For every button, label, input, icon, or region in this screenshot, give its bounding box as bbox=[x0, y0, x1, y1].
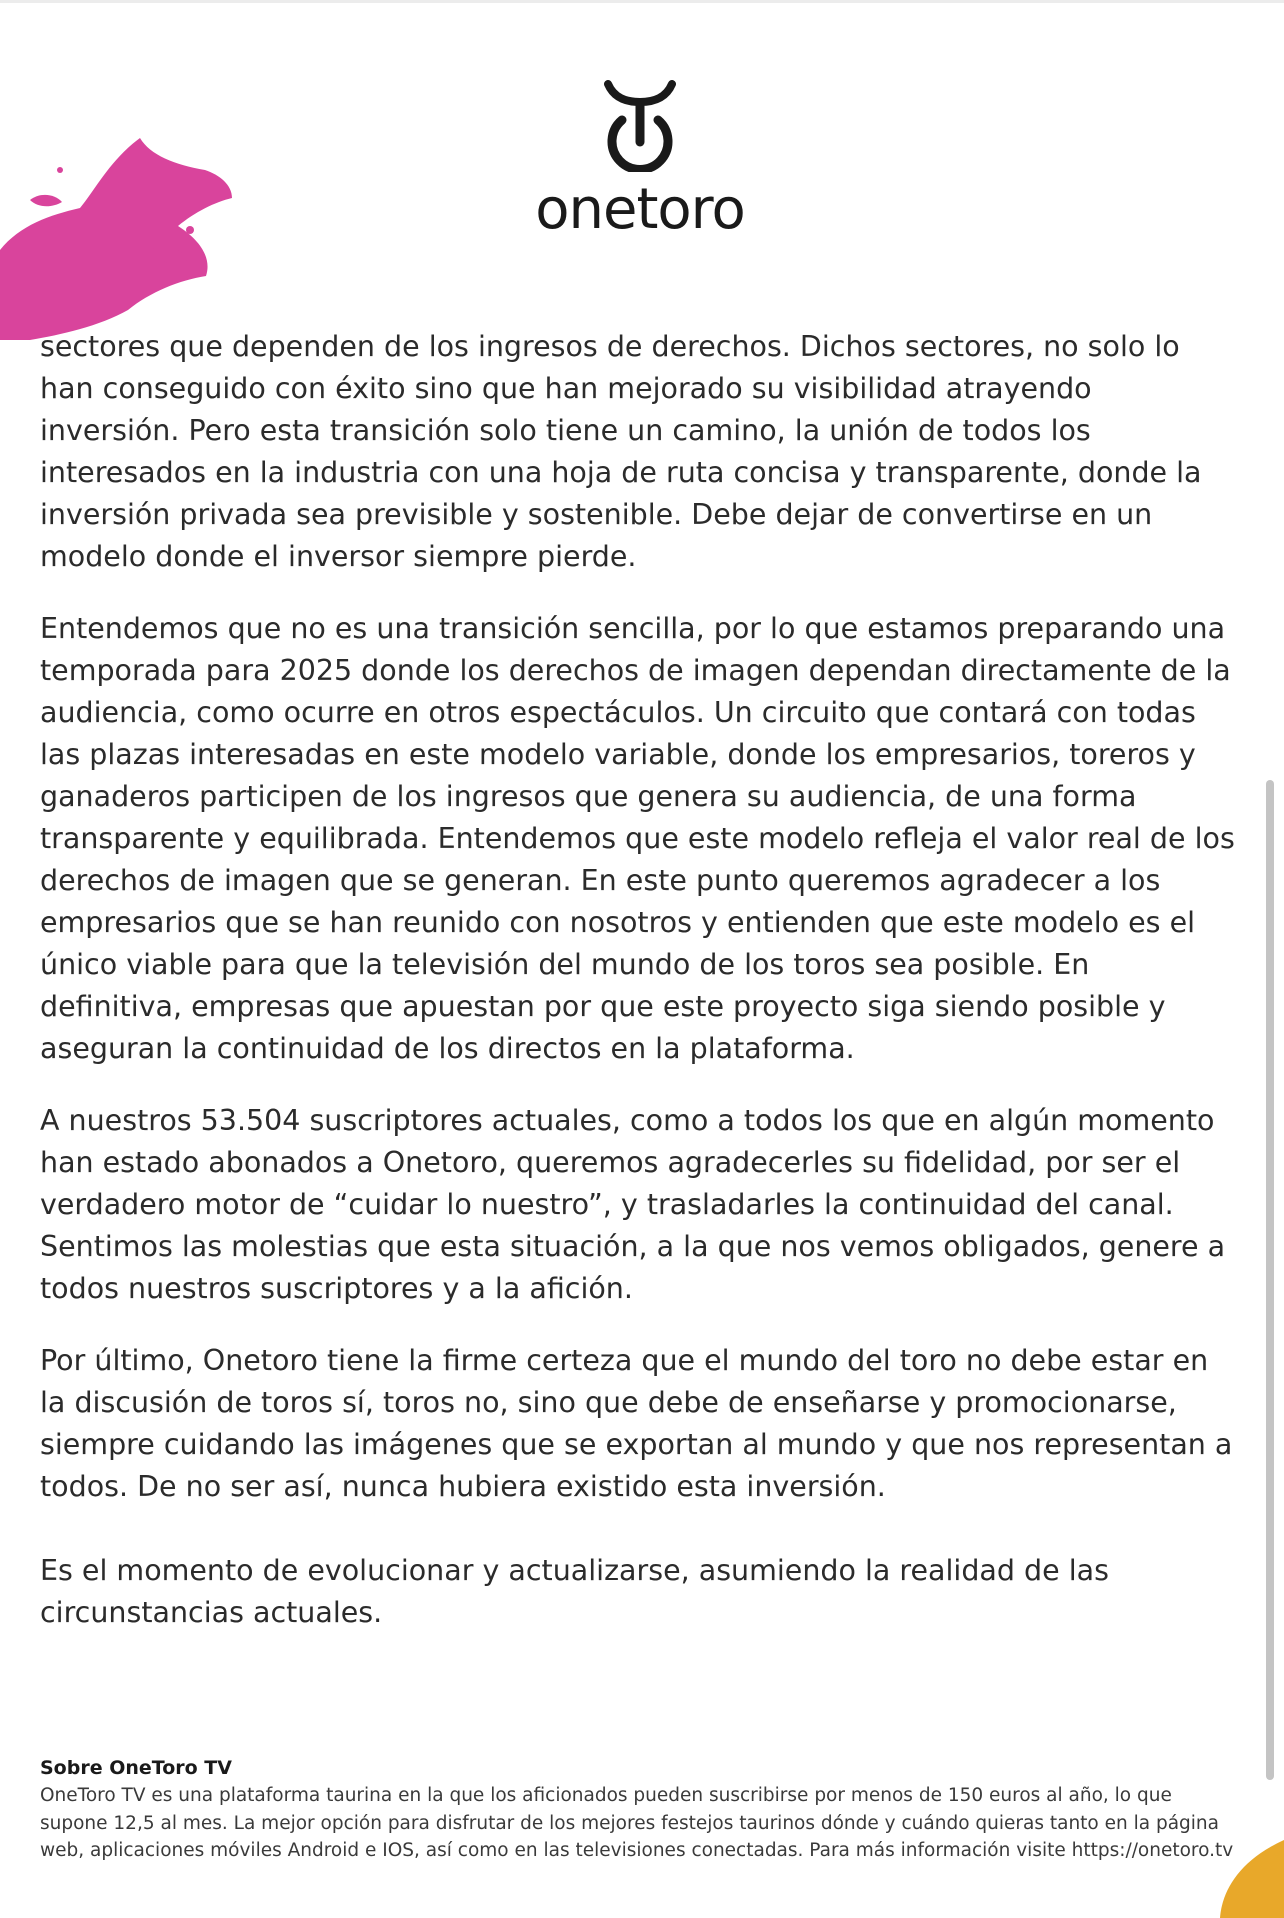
paragraph-5: Es el momento de evolucionar y actualizarse, asumiendo la realidad de las circunstancias actuales. bbox=[40, 1554, 1109, 1629]
article-body bbox=[40, 326, 1240, 1664]
paragraph-1: sectores que dependen de los ingresos de derechos. Dichos sectores, no solo lo han conseguido con éxito sino que han mejorado su visibilidad atrayendo inversión. Pero esta transición solo tiene un camino, la unión de todos los interesados en la industria con una hoja de ruta concisa y transparente, donde la inversión privada sea previsible y sostenible. Debe dejar de convertirse en un modelo donde el inversor siempre pierde. bbox=[40, 330, 1202, 573]
about-title: Sobre OneToro TV bbox=[40, 1757, 232, 1779]
brand-wordmark: onetoro bbox=[535, 177, 745, 242]
bull-power-icon bbox=[600, 80, 680, 172]
about-text: OneToro TV es una plataforma taurina en la que los aficionados pueden suscribirse por menos de 150 euros al año, lo que supone 12,5 al mes. La mejor opción para disfrutar de los mejores festejos taurinos dónde y cuándo quieras tanto en la página web, aplicaciones móviles Android e IOS, así como en las televisiones conectadas. Para más información visite https://onetoro.tv bbox=[40, 1785, 1234, 1861]
yellow-corner-splash bbox=[1200, 1830, 1284, 1918]
paragraph-2: Entendemos que no es una transición sencilla, por lo que estamos preparando una temporada para 2025 donde los derechos de imagen dependan directamente de la audiencia, como ocurre en otros espectáculos. Un circuito que contará con todas las plazas interesadas en este modelo variable, donde los empresarios, toreros y ganaderos participen de los ingresos que genera su audiencia, de una forma transparente y equilibrada. Entendemos que este modelo refleja el valor real de los derechos de imagen que se generan. En este punto queremos agradecer a los empresarios que se han reunido con nosotros y entienden que este modelo es el único viable para que la televisión del mundo de los toros sea posible. En definitiva, empresas que apuestan por que este proyecto siga siendo posible y aseguran la continuidad de los directos en la plataforma. bbox=[40, 612, 1235, 1065]
about-section bbox=[40, 1754, 1240, 1865]
pink-paint-splash bbox=[0, 130, 240, 340]
scrollbar[interactable] bbox=[1266, 780, 1274, 1780]
paragraph-4: Por último, Onetoro tiene la firme certeza que el mundo del toro no debe estar en la discusión de toros sí, toros no, sino que debe de enseñarse y promocionarse, siempre cuidando las imágenes que se exportan al mundo y que nos representan a todos. De no ser así, nunca hubiera existido esta inversión. bbox=[40, 1344, 1233, 1503]
top-divider bbox=[0, 0, 1284, 3]
onetoro-logo bbox=[520, 80, 760, 242]
paragraph-3: A nuestros 53.504 suscriptores actuales, como a todos los que en algún momento han estado abonados a Onetoro, queremos agradecerles su fidelidad, por ser el verdadero motor de “cuidar lo nuestro”, y trasladarles la continuidad del canal. Sentimos las molestias que esta situación, a la que nos vemos obligados, genere a todos nuestros suscriptores y a la afición. bbox=[40, 1104, 1226, 1305]
